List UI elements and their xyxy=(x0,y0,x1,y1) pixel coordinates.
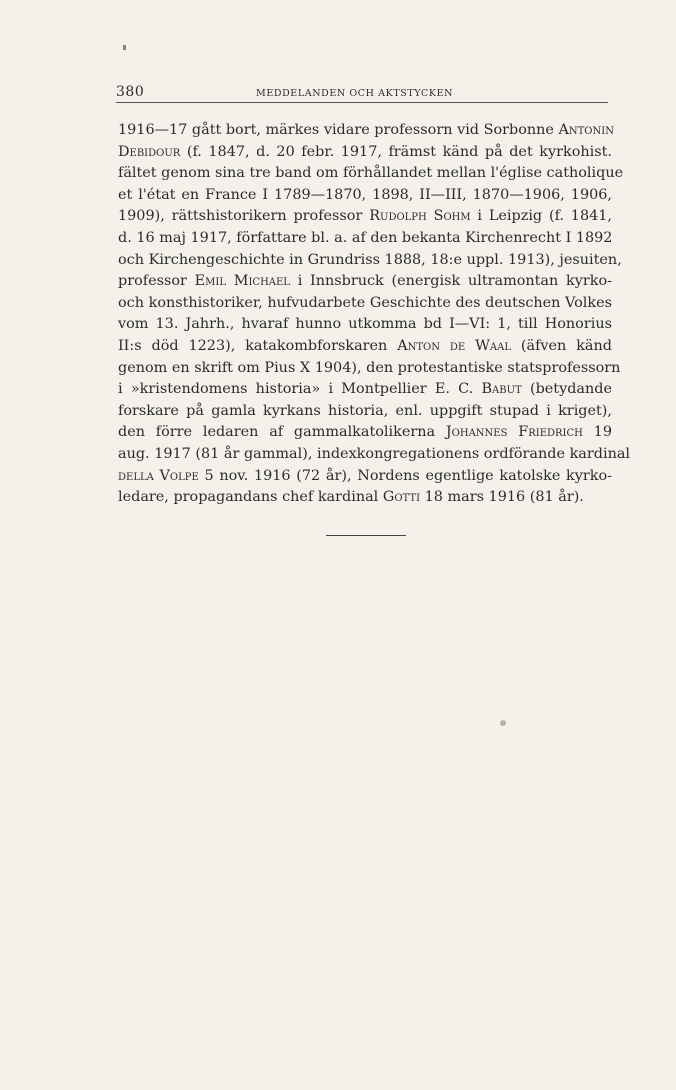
text-line xyxy=(118,163,624,185)
text-line xyxy=(118,206,612,228)
text-segment: 1909), rättshistorikern professor xyxy=(118,208,370,225)
text-line xyxy=(118,314,612,336)
text-segment: och konsthistoriker, hufvudarbete Geschichte des deutschen Volkes xyxy=(118,294,612,311)
text-line xyxy=(118,120,612,142)
person-name: Gotti xyxy=(382,489,421,506)
text-line xyxy=(118,466,612,488)
text-segment: och Kirchengeschichte in Grundriss 1888, 18:e uppl. 1913), jesuiten, xyxy=(118,251,622,268)
text-segment: aug. 1917 (81 år gammal), indexkongregationens ordförande kardinal xyxy=(118,445,631,462)
person-name: Antonin xyxy=(558,122,614,138)
text-segment: II:s död 1223), katakombforskaren xyxy=(118,337,398,354)
paper-stain xyxy=(500,720,506,726)
person-name: Johannes Friedrich xyxy=(445,424,583,441)
text-segment: (betydande xyxy=(521,381,612,398)
person-name: Emil Michael xyxy=(194,273,290,290)
running-head: MEDDELANDEN OCH AKTSTYCKEN xyxy=(256,88,454,99)
text-segment: d. 16 maj 1917, författare bl. a. af den bekanta Kirchenrecht I 1892 xyxy=(118,229,613,246)
text-segment: professor xyxy=(118,273,195,290)
text-line xyxy=(118,358,621,380)
text-segment: (f. 1847, d. 20 febr. 1917, främst känd på det kyrkohist. xyxy=(180,143,612,160)
text-segment: forskare på gamla kyrkans historia, enl. uppgift stupad i kriget), xyxy=(118,402,612,419)
text-segment: i Innsbruck (energisk ultramontan kyrko- xyxy=(289,273,612,290)
text-segment: 19 xyxy=(582,424,612,441)
text-line xyxy=(118,185,612,207)
person-name: della Volpe xyxy=(118,467,199,484)
text-line xyxy=(118,379,612,401)
text-line xyxy=(118,444,631,466)
text-segment: den förre ledaren af gammalkatolikerna xyxy=(118,424,446,441)
text-segment: i »kristendomens historia» i Montpellier E. C. xyxy=(118,381,482,398)
text-line xyxy=(118,142,612,164)
page-header xyxy=(116,84,608,103)
text-line xyxy=(118,487,612,509)
person-name: Babut xyxy=(481,381,522,398)
body-paragraph xyxy=(118,120,631,509)
text-segment: vom 13. Jahrh., hvaraf hunno utkomma bd I—VI: 1, till Honorius xyxy=(118,316,612,333)
person-name: Debidour xyxy=(118,143,181,160)
text-segment: 18 mars 1916 (81 år). xyxy=(420,489,584,506)
text-segment: 5 nov. 1916 (72 år), Nordens egentlige katolske kyrko- xyxy=(198,467,613,484)
section-divider xyxy=(326,535,406,536)
person-name: Anton de Waal xyxy=(397,337,511,354)
text-segment: 1916—17 gått bort, märkes vidare professorn vid Sorbonne xyxy=(118,122,559,138)
text-line xyxy=(118,271,612,293)
person-name: Rudolph Sohm xyxy=(369,208,471,225)
text-line xyxy=(118,401,612,423)
text-line xyxy=(118,293,612,315)
text-line xyxy=(118,250,622,272)
paper-speck xyxy=(123,45,126,50)
text-segment: et l'état en France I 1789—1870, 1898, II—III, 1870—1906, 1906, xyxy=(118,186,612,203)
page-number: 380 xyxy=(116,84,145,100)
text-line xyxy=(118,422,612,444)
text-segment: genom en skrift om Pius X 1904), den protestantiske statsprofessorn xyxy=(118,359,621,376)
text-line xyxy=(118,336,612,358)
text-segment: i Leipzig (f. 1841, xyxy=(470,208,612,225)
text-segment: ledare, propagandans chef kardinal xyxy=(118,489,383,506)
text-line xyxy=(118,228,612,250)
text-segment: (äfven känd xyxy=(510,337,612,354)
text-segment: fältet genom sina tre band om förhållandet mellan l'église catholique xyxy=(118,165,624,182)
